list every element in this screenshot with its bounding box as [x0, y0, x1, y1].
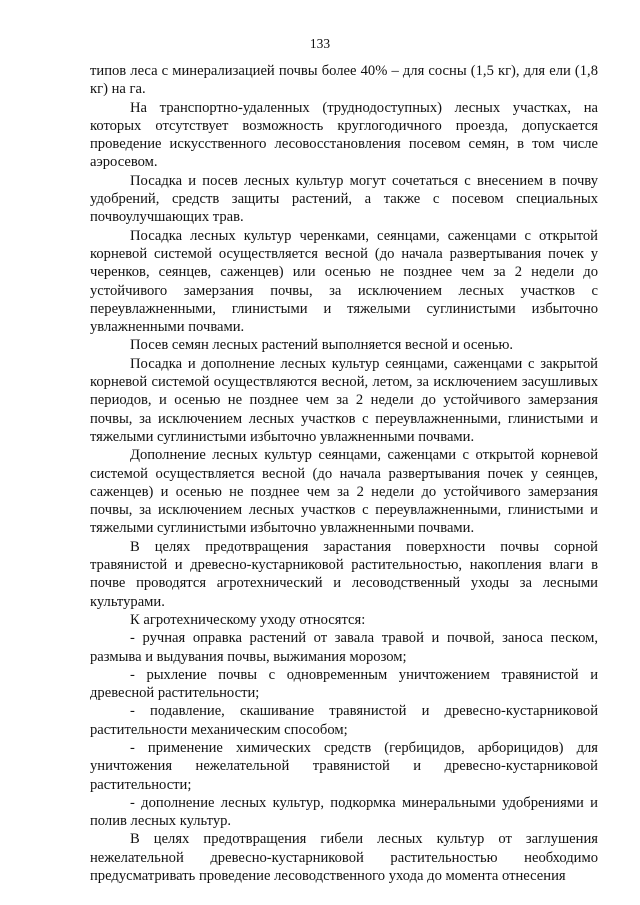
document-body: [90, 62, 598, 885]
paragraph-continuation: типов леса с минерализацией почвы более 40% – для сосны (1,5 кг), для ели (1,8 кг) на га.: [90, 63, 598, 98]
paragraph: На транспортно-удаленных (труднодоступных) лесных участках, на которых отсутствует возможность круглогодичного проезда, допускается проведение искусственного лесовосстановления посевом семян, в том числе аэросевом.: [90, 99, 598, 171]
list-item: - применение химических средств (гербицидов, арборицидов) для уничтожения нежелательной травянистой и древесно-кустарниковой растительности;: [90, 739, 598, 793]
list-item: - рыхление почвы с одновременным уничтожением травянистой и древесной растительности;: [90, 666, 598, 702]
paragraph: В целях предотвращения зарастания поверхности почвы сорной травянистой и древесно-кустарниковой растительностью, накопления влаги в почве проводятся агротехнический и лесоводственный уходы за лесными культурами.: [90, 538, 598, 610]
paragraph: В целях предотвращения гибели лесных культур от заглушения нежелательной древесно-кустарниковой растительностью необходимо предусматривать проведение лесоводственного ухода до момента отнесения: [90, 831, 598, 885]
list-item: - дополнение лесных культур, подкормка минеральными удобрениями и полив лесных культур.: [90, 794, 598, 830]
list-intro: К агротехническому уходу относятся:: [130, 611, 366, 628]
paragraph: Посев семян лесных растений выполняется весной и осенью.: [130, 337, 514, 354]
paragraph: Посадка и дополнение лесных культур сеянцами, саженцами с закрытой корневой системой осуществляются весной, летом, за исключением засушливых периодов, и осенью не позднее чем за 2 недели до устойчивого замерзания почвы, за исключением лесных участков с переувлажненными, глинистыми и тяжелыми суглинистыми избыточно увлажненными почвами.: [90, 355, 598, 445]
paragraph: Дополнение лесных культур сеянцами, саженцами с открытой корневой системой осуществляется весной (до начала развертывания почек у сеянцев, саженцев) и осенью не позднее чем за 2 недели до устойчивого замерзания почвы, за исключением лесных участков с переувлажненными, глинистыми и тяжелыми суглинистыми избыточно увлажненными почвами.: [90, 447, 598, 537]
paragraph: Посадка лесных культур черенками, сеянцами, саженцами с открытой корневой системой осуществляется весной (до начала развертывания почек у черенков, сеянцев, саженцев) или осенью не позднее чем за 2 недели до устойчивого замерзания почвы, за исключением лесных участков с переувлажненными, глинистыми и тяжелыми суглинистыми избыточно увлажненными почвами.: [90, 227, 598, 336]
paragraph: Посадка и посев лесных культур могут сочетаться с внесением в почву удобрений, средств защиты растений, а также с посевом специальных почвоулучшающих трав.: [90, 172, 598, 226]
list-item: - ручная оправка растений от завала травой и почвой, заноса песком, размыва и выдувания почвы, выжимания морозом;: [90, 630, 598, 665]
list-item: - подавление, скашивание травянистой и древесно-кустарниковой растительности механическим способом;: [90, 703, 598, 738]
page-number: 133: [309, 36, 331, 51]
